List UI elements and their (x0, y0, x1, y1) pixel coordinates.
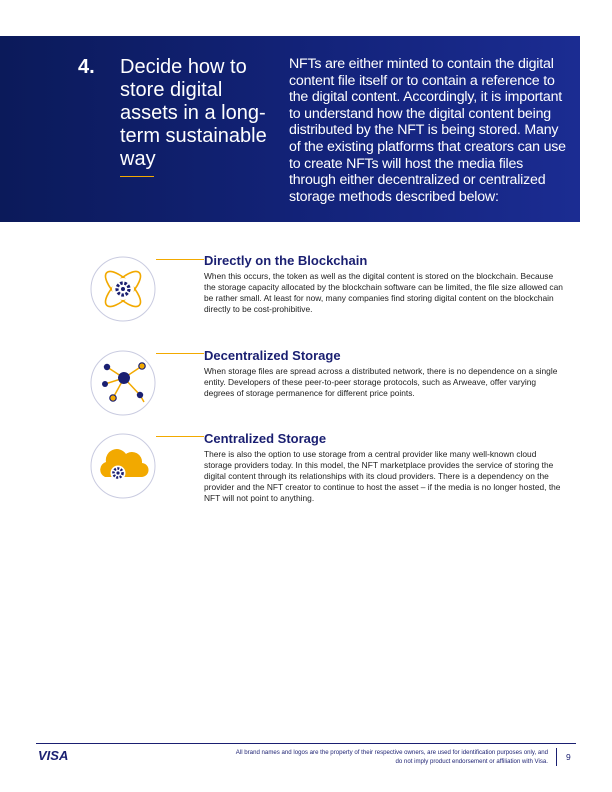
page-title: Decide how to store digital assets in a long-term sustainable way (120, 56, 267, 170)
network-nodes-icon (90, 350, 156, 416)
legal-disclaimer: All brand names and logos are the property of their respective owners, are used for identification purposes only, and do not imply product endorsement or affiliation with Visa. (235, 749, 548, 765)
footer-divider (36, 743, 576, 744)
section-title: Centralized Storage (204, 431, 327, 446)
section-centralized (204, 431, 566, 504)
visa-logo (38, 748, 74, 762)
section-title: Directly on the Blockchain (204, 253, 368, 268)
section-body: There is also the option to use storage from a central provider like many well-known cloud storage providers today. In this model, the NFT marketplace provides the service of storing the digital content through its relationships with its cloud providers. There is a dependency on the provider and the NFT creator to continue to host the asset – if the media is no longer hosted, the NFT will not point to anything. (204, 449, 561, 503)
cloud-gear-icon (90, 433, 156, 499)
section-connector (156, 436, 204, 437)
section-title: Decentralized Storage (204, 348, 341, 363)
section-connector (156, 353, 204, 354)
section-decentralized (204, 348, 566, 399)
svg-text:VISA: VISA (38, 748, 69, 762)
blockchain-gear-icon (90, 256, 156, 322)
section-blockchain (204, 253, 566, 315)
footer-vertical-divider (556, 748, 557, 766)
intro-paragraph: NFTs are either minted to contain the digital content file itself or to contain a reference to the digital content. Accordingly, it is important to understand how the digital content being distributed by the NFT is being stored. Many of the existing platforms that creators can use to create NFTs will host the media files through either decentralized or centralized storage methods described below: (289, 56, 566, 205)
title-underline (120, 176, 154, 177)
page-number: 9 (566, 752, 571, 762)
section-body: When storage files are spread across a distributed network, there is no dependence on a single entity. Developers of these peer-to-peer storage protocols, such as Arweave, offer varying degrees of storage permanence for different price points. (204, 366, 558, 398)
section-body: When this occurs, the token as well as the digital content is stored on the blockchain. Because the storage capacity allocated by the blockchain software can be limited, the file size allowed can be rather small. At least for now, many companies find storing digital content on the blockchain directly to be cost-prohibitive. (204, 271, 563, 314)
section-number: 4. (78, 56, 95, 78)
section-connector (156, 259, 204, 260)
